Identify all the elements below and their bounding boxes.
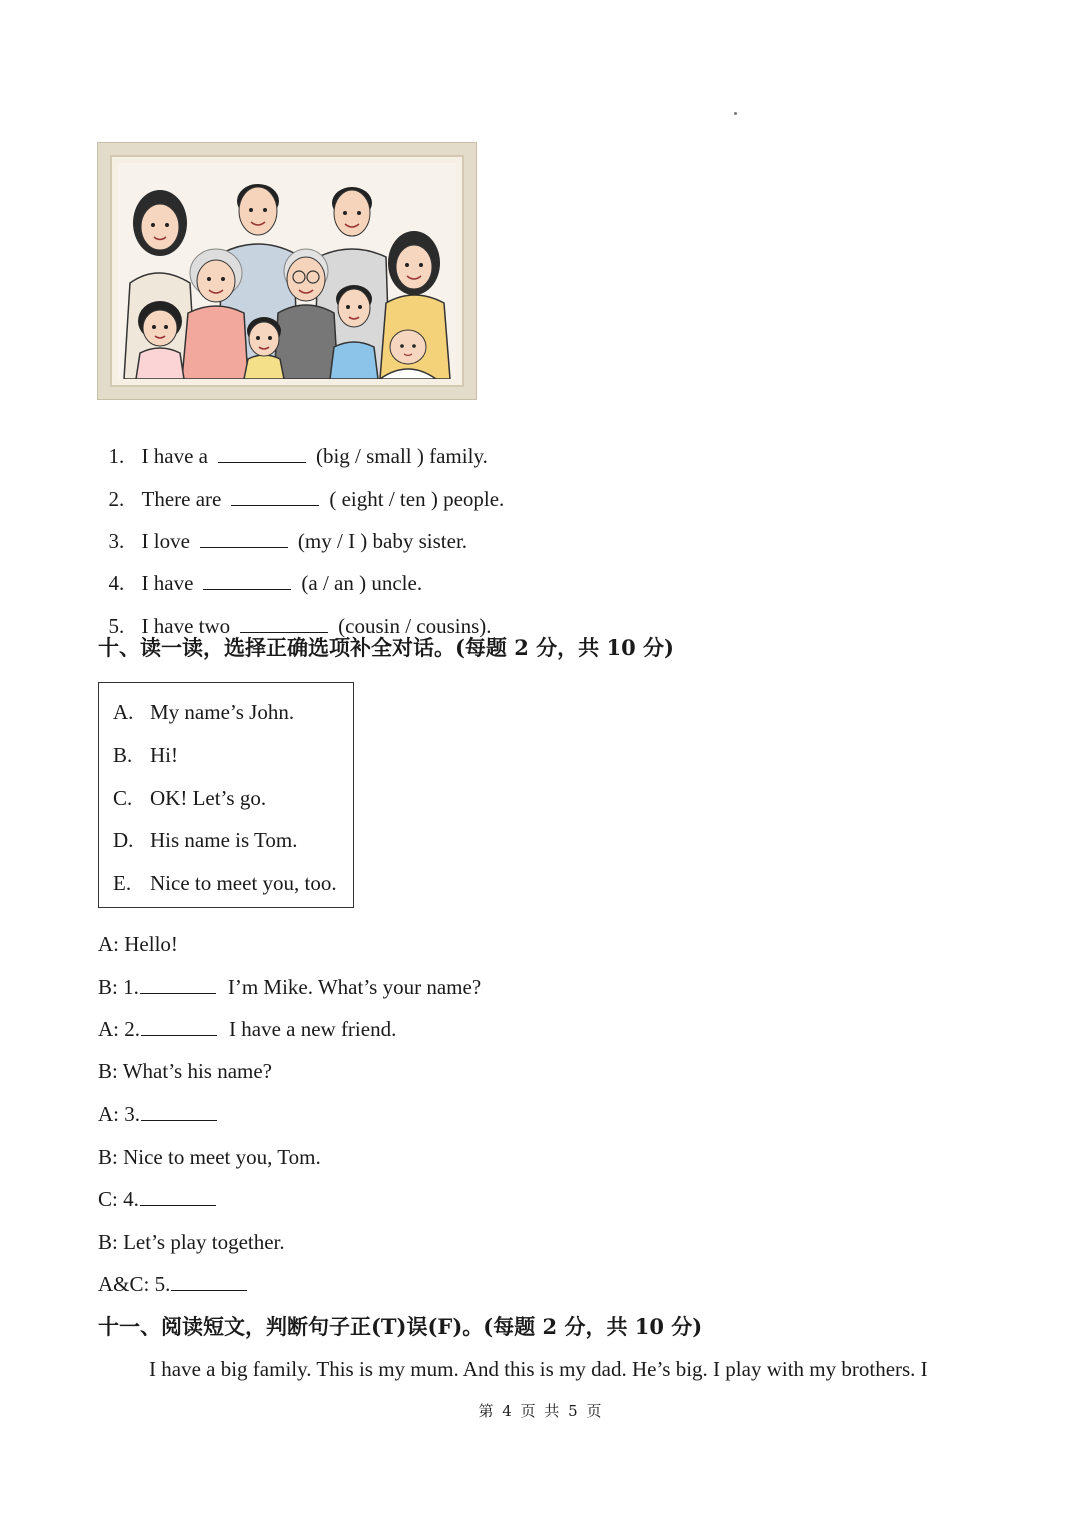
option-e <box>113 873 337 894</box>
dialogue-line-3 <box>98 1019 396 1040</box>
family-picture-frame <box>98 143 476 399</box>
options-box <box>98 682 354 908</box>
option-text: OK! Let’s go. <box>150 786 267 810</box>
question-number: 5. <box>108 614 125 638</box>
question-choices: (a / an ) uncle. <box>301 571 423 595</box>
answer-blank[interactable] <box>140 989 216 994</box>
question-choices: ( eight / ten ) people. <box>329 487 505 511</box>
question-3 <box>98 510 467 552</box>
reading-paragraph: I have a big family. This is my mum. And this is my dad. He’s big. I play with my brothers. I <box>149 1357 928 1381</box>
dialogue-text: B: What’s his name? <box>98 1059 272 1083</box>
option-b <box>113 745 178 766</box>
section-11-heading: 十一、阅读短文，判断句子正(T)误(F)。(每题 2 分，共 10 分) <box>98 1314 703 1339</box>
question-text: I have two <box>141 614 231 638</box>
dialogue-line-7 <box>98 1189 216 1210</box>
answer-blank[interactable] <box>140 1201 216 1206</box>
question-5 <box>98 595 492 637</box>
answer-blank[interactable] <box>218 458 306 463</box>
dialogue-line-2 <box>98 977 481 998</box>
option-text: Nice to meet you, too. <box>150 871 337 895</box>
question-number: 1. <box>108 444 125 468</box>
question-choices: (cousin / cousins). <box>338 614 492 638</box>
question-4 <box>98 552 422 594</box>
dialogue-line-1 <box>98 934 178 955</box>
dialogue-text: B: 1. <box>98 975 139 999</box>
dialogue-text: A: 2. <box>98 1017 140 1041</box>
page-dot <box>734 112 737 115</box>
dialogue-line-8 <box>98 1232 285 1253</box>
option-letter: D. <box>113 828 134 852</box>
option-d <box>113 830 297 851</box>
answer-blank[interactable] <box>141 1116 217 1121</box>
answer-blank[interactable] <box>200 543 288 548</box>
option-letter: A. <box>113 700 134 724</box>
dialogue-line-9 <box>98 1274 247 1295</box>
page-footer: 第 4 页 共 5 页 <box>478 1402 602 1420</box>
dialogue-line-6 <box>98 1147 321 1168</box>
option-letter: C. <box>113 786 133 810</box>
dialogue-text: I’m Mike. What’s your name? <box>227 975 482 999</box>
option-c <box>113 788 266 809</box>
option-letter: E. <box>113 871 132 895</box>
dialogue-text: B: Let’s play together. <box>98 1230 285 1254</box>
question-number: 4. <box>108 571 125 595</box>
answer-blank[interactable] <box>240 628 328 633</box>
dialogue-text: A: 3. <box>98 1102 140 1126</box>
question-2 <box>98 468 504 510</box>
question-1 <box>98 425 488 467</box>
dialogue-text: C: 4. <box>98 1187 139 1211</box>
family-illustration <box>118 163 456 379</box>
option-text: His name is Tom. <box>150 828 298 852</box>
question-number: 2. <box>108 487 125 511</box>
option-a <box>113 702 294 723</box>
answer-blank[interactable] <box>141 1031 217 1036</box>
question-text: I have <box>141 571 194 595</box>
question-choices: (big / small ) family. <box>315 444 488 468</box>
dialogue-text: I have a new friend. <box>229 1017 397 1041</box>
dialogue-line-4 <box>98 1061 272 1082</box>
option-text: Hi! <box>150 743 178 767</box>
grandmother-figure <box>182 249 248 379</box>
question-number: 3. <box>108 529 125 553</box>
option-text: My name’s John. <box>150 700 295 724</box>
question-text: I have a <box>141 444 208 468</box>
dialogue-text: A: Hello! <box>98 932 178 956</box>
answer-blank[interactable] <box>203 585 291 590</box>
question-text: I love <box>141 529 190 553</box>
dialogue-text: B: Nice to meet you, Tom. <box>98 1145 321 1169</box>
answer-blank[interactable] <box>231 501 319 506</box>
question-choices: (my / I ) baby sister. <box>297 529 468 553</box>
question-text: There are <box>141 487 222 511</box>
dialogue-line-5 <box>98 1104 217 1125</box>
section-10-heading: 十、读一读，选择正确选项补全对话。(每题 2 分，共 10 分) <box>98 635 674 660</box>
answer-blank[interactable] <box>171 1286 247 1291</box>
dialogue-text: A&C: 5. <box>98 1272 171 1296</box>
option-letter: B. <box>113 743 133 767</box>
